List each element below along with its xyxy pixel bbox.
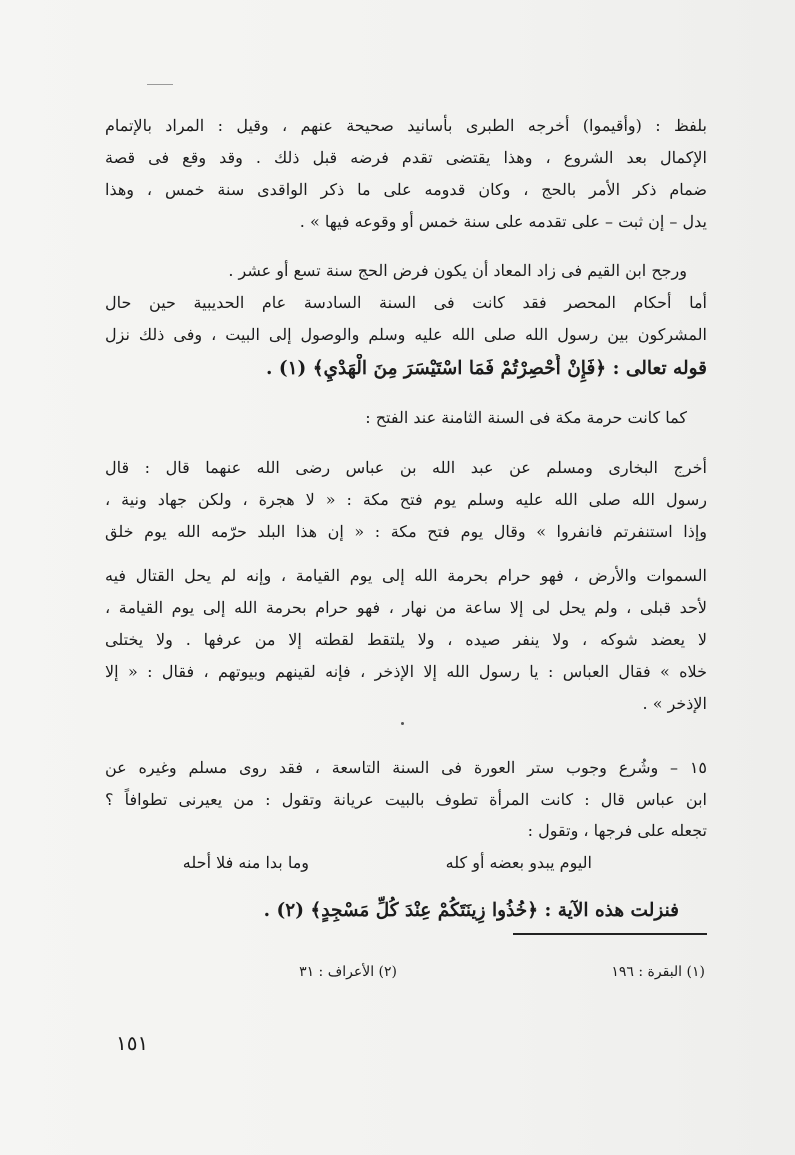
text-line: ضمام ذكر الأمر بالحج ، وكان قدومه على ما ذكر الواقدى سنة خمس ، وهذا [105,180,707,199]
text-line: بلفظ : (وأقيموا) أخرجه الطبرى بأسانيد صحيحة عنهم ، وقيل : المراد بالإتمام [105,116,707,135]
quran-verse-line: قوله تعالى : ﴿فَإِنْ أُحْصِرْتُمْ فَمَا اسْتَيْسَرَ مِنَ الْهَدْيِ﴾ (١) . [265,358,707,379]
quran-verse-line: فنزلت هذه الآية : ﴿خُذُوا زِينَتَكُمْ عِنْدَ كُلِّ مَسْجِدٍ﴾ (٢) . [263,900,679,921]
text-line: ورجح ابن القيم فى زاد المعاد أن يكون فرض الحج سنة تسع أو عشر . [228,261,687,280]
text-line: ١٥ – وشُرع وجوب ستر العورة فى السنة التاسعة ، فقد روى مسلم وغيره عن [105,758,707,777]
text-line: الإكمال بعد الشروع ، وهذا يقتضى تقدم فرضه قبل ذلك . وقد وقع فى قصة [105,148,707,167]
second-hemistich: وما بدا منه فلا أحله [182,853,309,872]
text-line: يدل – إن ثبت – على تقدمه على سنة خمس أو وقوعه فيها » . [299,212,707,231]
text-line: رسول الله صلى الله عليه وسلم يوم فتح مكة : « لا هجرة ، ولكن جهاد ونية ، [105,490,707,509]
header-rule [147,84,173,85]
first-hemistich: اليوم يبدو بعضه أو كله [445,853,592,872]
text-line: الإذخر » . [642,694,707,713]
text-line: كما كانت حرمة مكة فى السنة الثامنة عند الفتح : [365,408,687,427]
text-line: المشركون بين رسول الله صلى الله عليه وسلم والوصول إلى البيت ، وفى ذلك نزل [105,325,707,344]
print-speck [401,722,404,725]
text-line: وإذا استنفرتم فانفروا » وقال يوم فتح مكة : « إن هذا البلد حرّمه الله يوم خلق [105,522,707,541]
poetry-verse [0,848,795,878]
footnote-1: (١) البقرة : ١٩٦ [611,964,705,980]
text-line: تجعله على فرجها ، وتقول : [527,821,707,840]
footnote-rule [513,933,707,935]
text-line: السموات والأرض ، فهو حرام بحرمة الله إلى يوم القيامة ، وإنه لم يحل القتال فيه [105,566,707,585]
footnote-2: (٢) الأعراف : ٣١ [299,964,397,980]
text-line: أما أحكام المحصر فقد كانت فى السنة السادسة عام الحديبية حين حال [105,293,707,312]
text-line: أخرج البخارى ومسلم عن عبد الله بن عباس رضى الله عنهما قال : قال [105,458,707,477]
text-line: ابن عباس قال : كانت المرأة تطوف بالبيت عريانة وتقول : من يعيرنى تطوافاً ؟ [105,790,707,809]
page-number: ١٥١ [116,1031,149,1055]
text-line: لأحد قبلى ، ولم يحل لى إلا ساعة من نهار ، فهو حرام بحرمة الله إلى يوم القيامة ، [105,598,707,617]
text-line: لا يعضد شوكه ، ولا ينفر صيده ، ولا يلتقط لقطته إلا من عرفها . ولا يختلى [105,630,707,649]
text-line: خلاه » فقال العباس : يا رسول الله إلا الإذخر ، فإنه لقينهم وبيوتهم ، فقال : « إلا [105,662,707,681]
